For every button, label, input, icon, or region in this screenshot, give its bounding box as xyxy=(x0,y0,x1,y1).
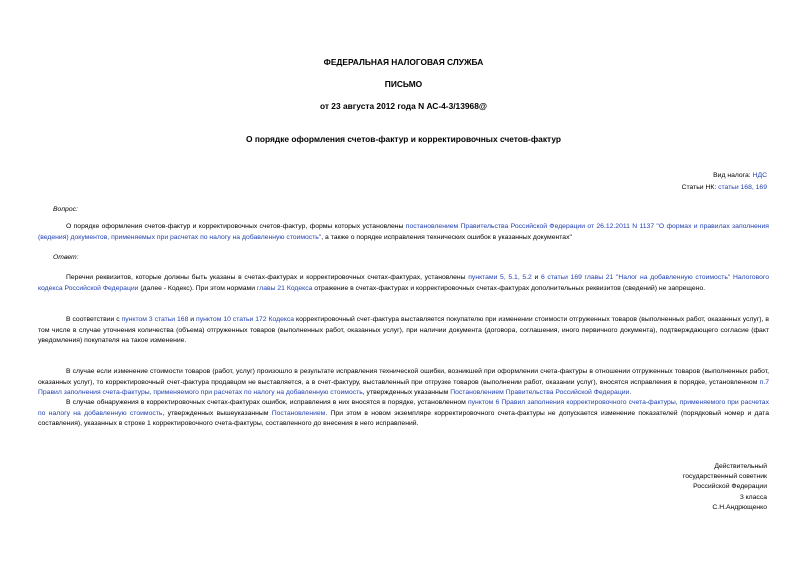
agency-name: ФЕДЕРАЛЬНАЯ НАЛОГОВАЯ СЛУЖБА xyxy=(323,57,484,67)
answer-paragraph-3 xyxy=(38,367,769,399)
question-paragraph xyxy=(38,222,769,243)
answer-paragraph-1 xyxy=(38,273,769,294)
para4-text-1: В случае обнаружения в корректировочных счетах-фактурах ошибок, исправления в них вносятся в порядке, установленном xyxy=(66,399,468,406)
para1-text-1: Перечни реквизитов, которые должны быть указаны в счетах-фактурах и корректировочных счетах-фактурах, установлены xyxy=(66,274,469,281)
points-5-link[interactable]: пунктами 5, 5.1, 5.2 xyxy=(468,274,532,281)
tax-type-link[interactable]: НДС xyxy=(752,172,767,179)
para4-text-2: , утвержденных вышеуказанным xyxy=(162,409,272,417)
tax-code-articles-line xyxy=(682,183,767,194)
resolution-1137-link[interactable]: постановлением Правительства Российской Федерации от 26.12.2011 N 1137 "О формах и правилах заполнения (ведения) документов, применяемых при расчетах по налогу на добавленную стоимость" xyxy=(38,223,769,241)
document-date-number: от 23 августа 2012 года N АС-4-3/13968@ xyxy=(319,101,488,111)
articles-label: Статьи НК: xyxy=(681,184,719,191)
para3-text-3: . xyxy=(629,389,632,397)
para1-text-4: (далее - Кодекс). При этом нормами xyxy=(138,284,257,292)
article-172-link[interactable]: пунктом 10 статьи 172 Кодекса xyxy=(196,316,295,323)
document-title: О порядке оформления счетов-фактур и корректировочных счетов-фактур xyxy=(246,134,561,144)
para2-text-1: В соответствии с xyxy=(66,316,122,323)
signature-line-1: Действительный xyxy=(714,463,767,470)
government-resolution-link[interactable]: Постановлением Правительства Российской Федерации xyxy=(450,389,630,397)
rules-point-6-link[interactable]: пунктом 6 Правил заполнения корректировочного счета-фактуры, применяемого при расчетах по налогу на добавленную стоимость xyxy=(38,399,769,417)
document-type: ПИСЬМО xyxy=(384,79,423,89)
answer-paragraph-2 xyxy=(38,315,769,347)
tax-type-label: Вид налога: xyxy=(713,172,753,179)
question-text-2: , а также о порядке исправления технических ошибок в указанных документах" xyxy=(321,233,572,241)
para3-text-2: , утвержденных указанным xyxy=(362,389,451,397)
question-label: Вопрос: xyxy=(53,206,78,213)
para2-text-3: корректировочный счет-фактура выставляется покупателю при изменении стоимости отгруженных товаров (выполненных работ, оказанных услуг), в том числе в случае уточнения количества (объема) отгруженных товаров (выполненных работ, оказанных услуг), при наличии документа (договора, соглашения, иного первичного документа), подтверждающего согласие (факт уведомления) покупателя на такое изменение. xyxy=(38,316,769,345)
chapter-21-link[interactable]: главы 21 "Налог на добавленную стоимость" Налогового кодекса Российской Федерации xyxy=(38,274,769,292)
para1-text-2: и xyxy=(531,274,541,281)
rules-point-7-link[interactable]: п.7 Правил заполнения счета-фактуры, применяемого при расчетах по налогу на добавленную стоимость xyxy=(38,378,769,397)
signature-block xyxy=(627,462,767,513)
para4-text-3: . При этом в новом экземпляре корректировочного счета-фактуры не допускается изменение показателей (порядковый номер и дата составления), указанных в строке 1 корректировочного счета-фактуры, составленного до внесения в него исправлений. xyxy=(38,409,769,428)
question-text-1: О порядке оформления счетов-фактур и корректировочных счетов-фактур, формы которых установлены xyxy=(66,223,406,230)
chapter-21-code-link[interactable]: главы 21 Кодекса xyxy=(256,284,313,292)
answer-paragraph-4 xyxy=(38,398,769,430)
article-168-link[interactable]: пунктом 3 статьи 168 xyxy=(121,316,189,323)
signature-line-3: Российской Федерации xyxy=(693,483,767,491)
para1-text-5: отражение в счетах-фактурах и корректировочных счетах-фактурах дополнительных реквизитов (сведений) не запрещено. xyxy=(312,284,706,292)
articles-link[interactable]: статьи 168, 169 xyxy=(718,184,767,191)
article-169-link[interactable]: 6 статьи 169 xyxy=(540,274,582,281)
signatory-name: С.Н.Андрющенко xyxy=(712,503,767,511)
tax-type-line xyxy=(713,171,767,182)
para3-text-1: В случае если изменение стоимости товаров (работ, услуг) произошло в результате исправления технической ошибки, возникшей при оформлении счета-фактуры в отношении отгруженных товаров (выполненных работ, оказанных услуг), то корректировочный счет-фактура продавцом не выставляется, а в счет-фактуру, выставленный при отгрузке товаров (выполнении работ, оказании услуг), вносятся исправления в порядке, установленном xyxy=(38,368,769,386)
resolution-link[interactable]: Постановлением xyxy=(271,409,326,417)
answer-label: Ответ: xyxy=(53,254,79,261)
signature-line-4: 3 класса xyxy=(739,493,767,501)
signature-line-2: государственный советник xyxy=(682,473,767,481)
para2-text-2: и xyxy=(188,316,197,323)
